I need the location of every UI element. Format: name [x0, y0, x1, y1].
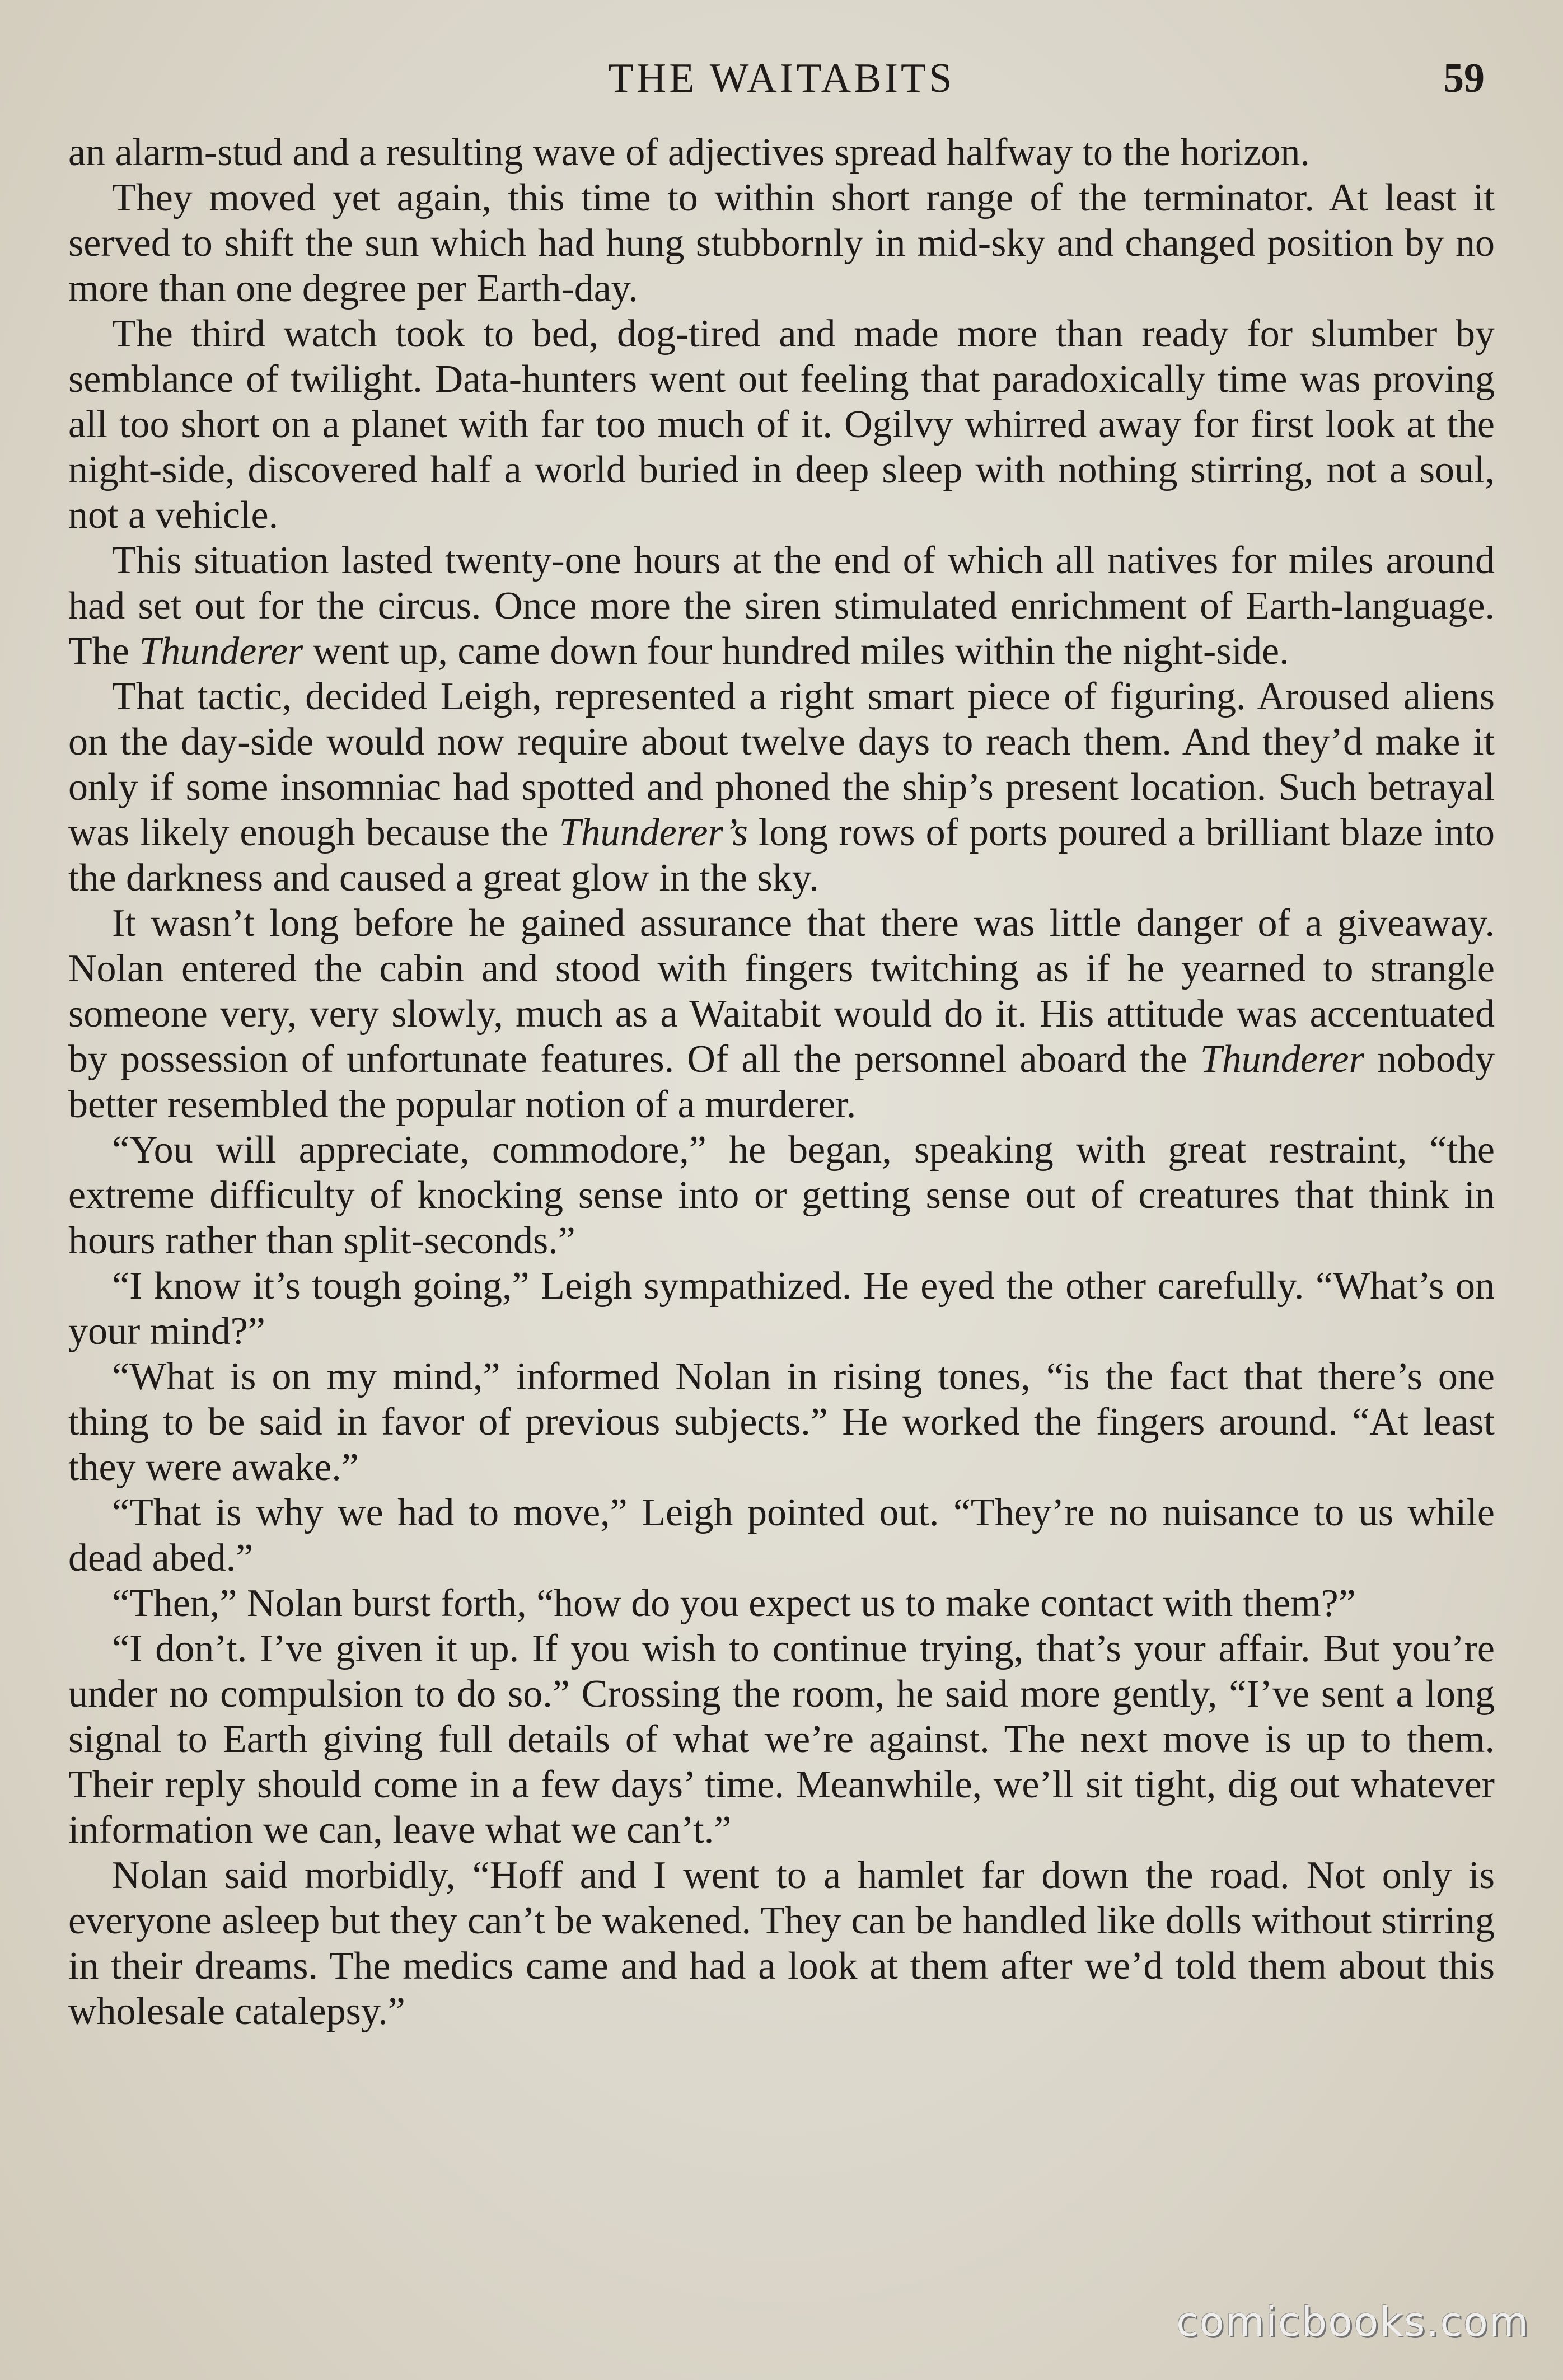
running-title: THE WAITABITS: [608, 55, 955, 101]
paragraph: This situation lasted twenty-one hours at the end of which all natives for miles around had set out for the circus. Once more the siren stimulated enrichment of Earth-language. The Thunderer went up, came down four hundred miles within the night-side.: [68, 539, 1495, 673]
body-text: [68, 130, 1495, 2034]
paragraph: an alarm-stud and a resulting wave of adjectives spread halfway to the horizon.: [68, 131, 1310, 174]
paragraph: They moved yet again, this time to within short range of the terminator. At least it served to shift the sun which had hung stubbornly in mid-sky and changed position by no more than one degree per Earth-day.: [68, 176, 1495, 310]
ship-name: Thunderer’s: [559, 811, 748, 854]
page-number: 59: [1443, 55, 1485, 101]
paragraph: “What is on my mind,” informed Nolan in rising tones, “is the fact that there’s one thing to be said in favor of previous subjects.” He worked the fingers around. “At least they were awake.”: [68, 1355, 1495, 1489]
paragraph: The third watch took to bed, dog-tired and made more than ready for slumber by semblance of twilight. Data-hunters went out feeling that paradoxically time was proving all too short on a planet with far too much of it. Ogilvy whirred away for first look at the night-side, discovered half a world buried in deep sleep with nothing stirring, not a soul, not a vehicle.: [68, 312, 1495, 537]
paragraph: “I don’t. I’ve given it up. If you wish to continue trying, that’s your affair. But you’re under no compulsion to do so.” Crossing the room, he said more gently, “I’ve sent a long signal to Earth giving full details of what we’re against. The next move is up to them. Their reply should come in a few days’ time. Meanwhile, we’ll sit tight, dig out whatever information we can, leave what we can’t.”: [68, 1627, 1495, 1852]
watermark: comicbooks.com: [1176, 2298, 1529, 2345]
paragraph: That tactic, decided Leigh, represented a right smart piece of figuring. Aroused aliens on the day-side would now require about twelve days to reach them. And they’d make it only if some insomniac had spotted and phoned the ship’s present location. Such betrayal was likely enough because the Thunderer’s long rows of ports poured a brilliant blaze into the darkness and caused a great glow in the sky.: [68, 675, 1495, 899]
running-head: [67, 49, 1496, 111]
ship-name: Thunderer: [1200, 1038, 1364, 1081]
paragraph: “Then,” Nolan burst forth, “how do you expect us to make contact with them?”: [112, 1582, 1356, 1625]
paragraph: “You will appreciate, commodore,” he began, speaking with great restraint, “the extreme difficulty of knocking sense into or getting sense out of creatures that think in hours rather than split-seconds.”: [68, 1128, 1495, 1262]
paragraph: “That is why we had to move,” Leigh pointed out. “They’re no nuisance to us while dead abed.”: [68, 1491, 1495, 1580]
paragraph: It wasn’t long before he gained assurance that there was little danger of a giveaway. Nolan entered the cabin and stood with fingers twitching as if he yearned to strangle someone very, very slowly, much as a Waitabit would do it. His attitude was accentuated by possession of unfortunate features. Of all the personnel aboard the Thunderer nobody better resembled the popular notion of a murderer.: [68, 902, 1495, 1126]
paragraph: Nolan said morbidly, “Hoff and I went to a hamlet far down the road. Not only is everyone asleep but they can’t be wakened. They can be handled like dolls without stirring in their dreams. The medics came and had a look at them after we’d told them about this wholesale catalepsy.”: [68, 1854, 1495, 2033]
paragraph: “I know it’s tough going,” Leigh sympathized. He eyed the other carefully. “What’s on your mind?”: [68, 1264, 1495, 1353]
ship-name: Thunderer: [139, 630, 303, 673]
